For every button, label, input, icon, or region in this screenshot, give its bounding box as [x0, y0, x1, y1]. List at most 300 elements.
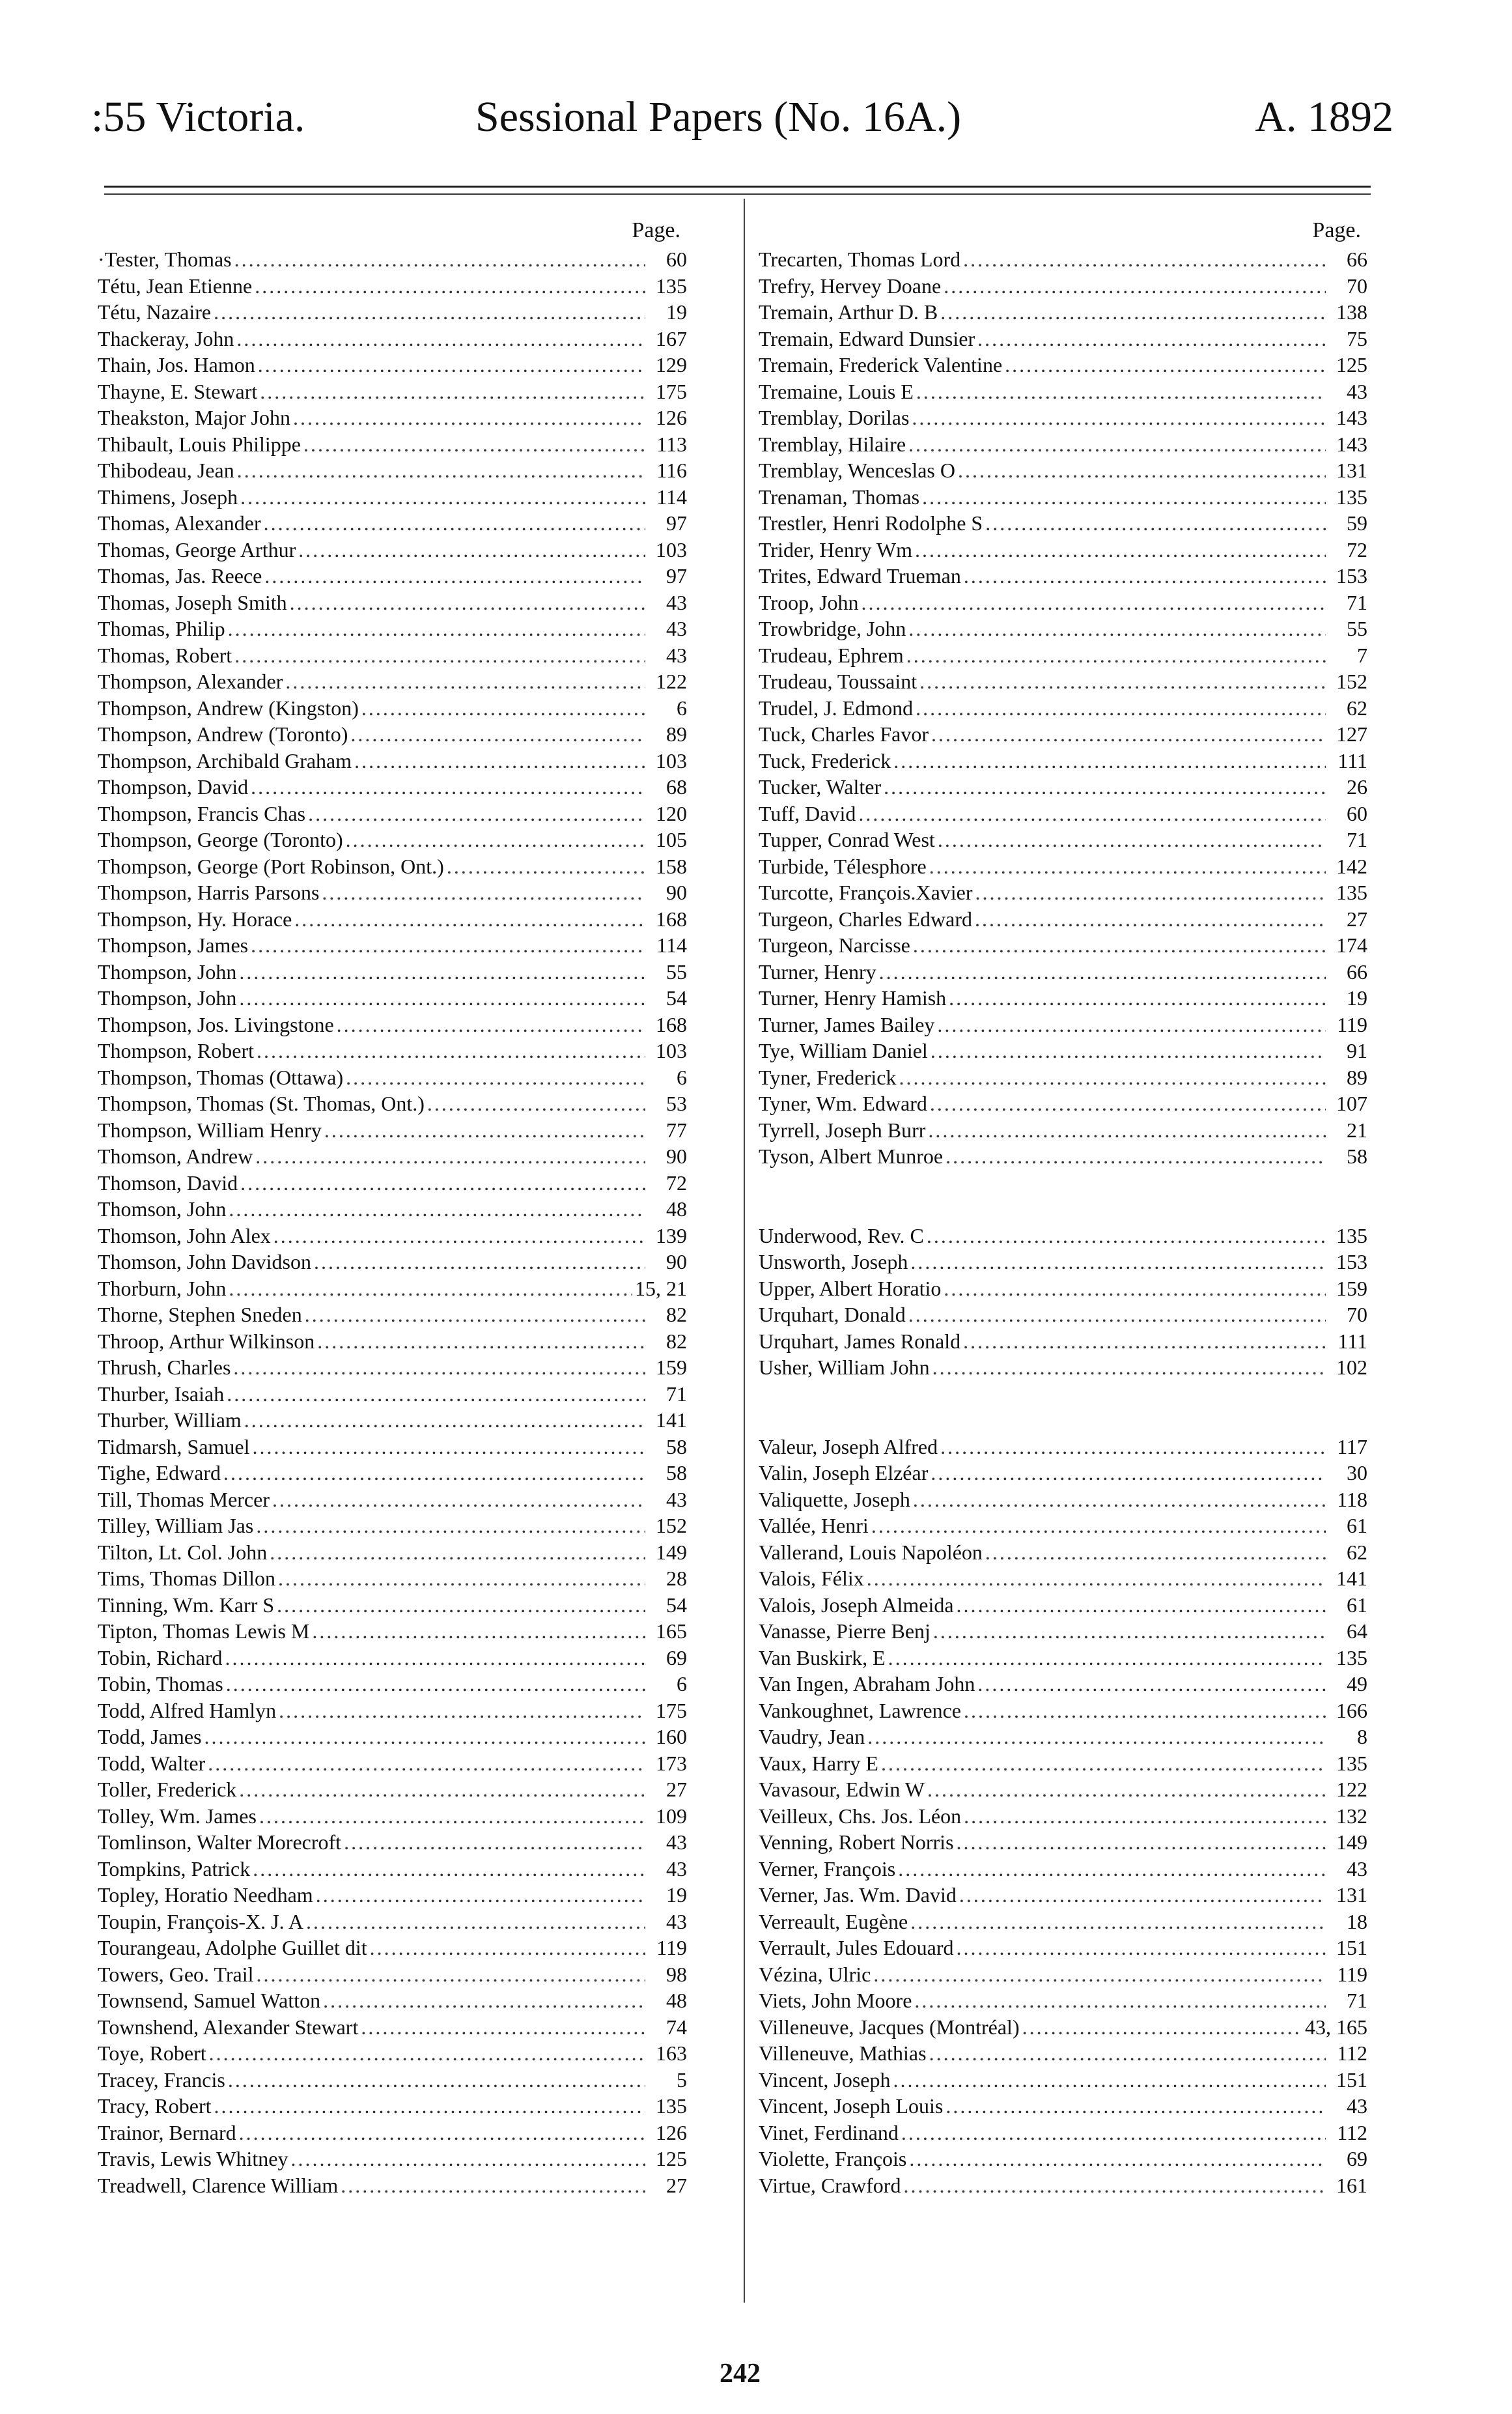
entry-page: 43: [666, 1856, 687, 1881]
dot-leader: [255, 273, 645, 300]
dot-leader: [930, 1090, 1326, 1117]
index-entry: [98, 668, 687, 695]
entry-page: 159: [1336, 1276, 1367, 1300]
dot-leader: [919, 668, 1326, 695]
entry-page: 48: [666, 1989, 687, 2012]
dot-leader: [209, 2040, 645, 2067]
dot-leader: [893, 748, 1326, 774]
entry-name: Upper, Albert Horatio: [759, 1276, 942, 1300]
entry-page: 149: [656, 1540, 687, 1564]
dot-leader: [293, 405, 645, 431]
index-entry: [98, 1486, 687, 1513]
entry-page: 74: [666, 2015, 687, 2039]
entry-page: 19: [666, 1883, 687, 1907]
dot-leader: [244, 1407, 645, 1434]
entry-page: 116: [656, 459, 687, 482]
index-entry: [98, 695, 687, 722]
entry-name: Tilley, William Jas: [98, 1514, 254, 1537]
entry-page: 6: [677, 1065, 687, 1089]
index-entry: [759, 2120, 1367, 2146]
index-entry: [759, 1803, 1367, 1830]
index-entry: [98, 1196, 687, 1223]
dot-leader: [290, 2146, 645, 2172]
entry-page: 173: [656, 1751, 687, 1775]
entry-name: Thompson, Archibald Graham: [98, 748, 352, 773]
dot-leader: [370, 1935, 645, 1961]
entry-name: Verrault, Jules Edouard: [759, 1936, 954, 1959]
index-entry: [98, 1803, 687, 1830]
dot-leader: [208, 1750, 645, 1777]
dot-leader: [944, 1275, 1326, 1302]
dot-leader: [228, 2067, 645, 2094]
index-entry: [98, 1882, 687, 1909]
index-entry: [759, 932, 1367, 959]
index-entry: [98, 1143, 687, 1170]
entry-name: Tighe, Edward: [98, 1461, 221, 1484]
entry-page: 72: [1347, 537, 1367, 561]
entry-page: 160: [656, 1725, 687, 1748]
dot-leader: [361, 695, 645, 722]
entry-page: 90: [666, 1144, 687, 1168]
entry-page: 97: [666, 564, 687, 588]
entry-name: Tyner, Frederick: [759, 1065, 897, 1089]
dot-leader: [977, 326, 1326, 352]
dot-leader: [975, 906, 1326, 933]
entry-page: 62: [1347, 1540, 1367, 1564]
entry-name: ·Tester, Thomas: [98, 248, 232, 271]
entry-name: Townsend, Samuel Watton: [98, 1989, 321, 2012]
index-entry: [98, 299, 687, 326]
entry-page: 19: [1347, 986, 1367, 1010]
index-entry: [759, 748, 1367, 774]
entry-name: Valin, Joseph Elzéar: [759, 1461, 929, 1484]
index-entry: [759, 1460, 1367, 1486]
index-entry: [759, 589, 1367, 616]
header-rule-bottom: [104, 193, 1371, 195]
index-entry: [98, 1301, 687, 1328]
dot-leader: [927, 1223, 1326, 1249]
index-entry: [759, 1776, 1367, 1803]
entry-page: 19: [666, 300, 687, 324]
entry-name: Thompson, Alexander: [98, 670, 283, 693]
dot-leader: [341, 2172, 645, 2199]
dot-leader: [322, 879, 645, 906]
entry-page: 125: [656, 2147, 687, 2170]
entry-name: Thackeray, John: [98, 326, 234, 350]
entry-name: Thompson, James: [98, 933, 249, 957]
index-entry: [759, 695, 1367, 722]
entry-name: Thomas, Robert: [98, 643, 232, 667]
dot-leader: [305, 1301, 645, 1328]
dot-leader: [913, 932, 1326, 959]
entry-page: 122: [1336, 1778, 1367, 1801]
dot-leader: [312, 1618, 645, 1645]
entry-page: 70: [1347, 1303, 1367, 1326]
dot-leader: [931, 1460, 1326, 1486]
entry-page: 135: [1336, 485, 1367, 509]
index-entry: [759, 959, 1367, 986]
index-entry: [759, 906, 1367, 933]
entry-page: 60: [666, 248, 687, 271]
index-entry: [759, 299, 1367, 326]
index-entry: [759, 1697, 1367, 1724]
index-entry: [759, 616, 1367, 642]
group-gap: [759, 1381, 1367, 1434]
index-entry: [98, 1512, 687, 1539]
dot-leader: [264, 510, 645, 537]
index-entry: [98, 616, 687, 642]
entry-name: Unsworth, Joseph: [759, 1250, 908, 1273]
entry-page: 91: [1347, 1039, 1367, 1062]
dot-leader: [323, 1987, 645, 2014]
index-entry: [759, 668, 1367, 695]
entry-name: Tremaine, Louis E: [759, 379, 914, 403]
entry-name: Urquhart, James Ronald: [759, 1329, 961, 1353]
index-entry: [98, 1434, 687, 1460]
dot-leader: [285, 668, 645, 695]
index-entry: [759, 1301, 1367, 1328]
entry-name: Thompson, George (Port Robinson, Ont.): [98, 854, 444, 878]
entry-page: 30: [1347, 1461, 1367, 1484]
entry-page: 174: [1336, 933, 1367, 957]
entry-name: Thompson, Andrew (Toronto): [98, 722, 348, 746]
dot-leader: [888, 1645, 1326, 1671]
entry-page: 43: [666, 1487, 687, 1511]
index-entry: [98, 2014, 687, 2041]
entry-name: Underwood, Rev. C: [759, 1223, 924, 1247]
dot-leader: [937, 1012, 1326, 1038]
entry-name: Trecarten, Thomas Lord: [759, 248, 961, 271]
dot-leader: [964, 1803, 1326, 1830]
entry-page: 61: [1347, 1514, 1367, 1537]
index-entry: [759, 1909, 1367, 1935]
entry-name: Thompson, Thomas (Ottawa): [98, 1065, 344, 1089]
page-number: 242: [720, 2359, 761, 2389]
dot-leader: [259, 1803, 645, 1830]
entry-page: 77: [666, 1118, 687, 1142]
entry-page: 167: [656, 326, 687, 350]
index-entry: [98, 642, 687, 669]
entry-page: 166: [1336, 1698, 1367, 1722]
dot-leader: [236, 326, 645, 352]
entry-page: 66: [1347, 248, 1367, 271]
dot-leader: [922, 484, 1326, 511]
entry-page: 151: [1336, 2067, 1367, 2092]
entry-name: Trenaman, Thomas: [759, 485, 920, 509]
index-entry: [98, 1012, 687, 1038]
entry-name: Thimens, Joseph: [98, 485, 238, 509]
entry-page: 48: [666, 1197, 687, 1221]
entry-page: 54: [666, 1593, 687, 1617]
dot-leader: [916, 378, 1326, 405]
entry-page: 69: [666, 1645, 687, 1669]
index-entry: [98, 1170, 687, 1197]
index-entry: [98, 326, 687, 352]
entry-name: Turner, Henry: [759, 959, 876, 984]
entry-page: 28: [666, 1567, 687, 1590]
index-entry: [98, 906, 687, 933]
index-entry: [98, 537, 687, 563]
entry-name: Tipton, Thomas Lewis M: [98, 1619, 310, 1643]
dot-leader: [858, 801, 1326, 827]
entry-page: 43: [666, 617, 687, 640]
entry-name: Vallerand, Louis Napoléon: [759, 1540, 983, 1564]
entry-page: 82: [666, 1329, 687, 1353]
entry-page: 161: [1336, 2173, 1367, 2197]
entry-name: Thibodeau, Jean: [98, 459, 234, 482]
dot-leader: [945, 2093, 1326, 2120]
entry-name: Thorne, Stephen Sneden: [98, 1303, 302, 1326]
entry-name: Viets, John Moore: [759, 1989, 912, 2012]
dot-leader: [985, 510, 1326, 537]
index-entry: [98, 721, 687, 748]
dot-leader: [949, 985, 1326, 1012]
entry-page: 43: [1347, 2094, 1367, 2118]
entry-group-v: [759, 1434, 1367, 2199]
entry-page: 135: [1336, 881, 1367, 904]
dot-leader: [940, 299, 1326, 326]
entry-name: Tinning, Wm. Karr S: [98, 1593, 275, 1617]
entry-name: Todd, Walter: [98, 1751, 206, 1775]
dot-leader: [314, 1249, 645, 1275]
index-entry: [759, 1724, 1367, 1750]
entry-name: Tolley, Wm. James: [98, 1804, 257, 1828]
index-entry: [98, 879, 687, 906]
dot-leader: [909, 2146, 1326, 2172]
dot-leader: [260, 378, 645, 405]
entry-page: 90: [666, 1250, 687, 1273]
index-entry: [759, 1038, 1367, 1064]
index-entry: [98, 405, 687, 431]
entry-name: Theakston, Major John: [98, 406, 290, 429]
dot-leader: [223, 1460, 645, 1486]
index-entry: [759, 484, 1367, 511]
index-entry: [98, 1407, 687, 1434]
entry-name: Vincent, Joseph Louis: [759, 2094, 944, 2118]
entry-name: Thomas, Joseph Smith: [98, 590, 287, 614]
index-column-left: [98, 215, 687, 2198]
entry-page: 6: [677, 1672, 687, 1696]
entry-page: 103: [656, 748, 687, 773]
entry-name: Travis, Lewis Whitney: [98, 2147, 288, 2170]
dot-leader: [879, 959, 1326, 986]
entry-name: Thompson, Andrew (Kingston): [98, 696, 359, 720]
dot-leader: [253, 1434, 646, 1460]
entry-name: Trudel, J. Edmond: [759, 696, 914, 720]
entry-name: Tye, William Daniel: [759, 1039, 928, 1062]
entry-name: Thomson, John Davidson: [98, 1250, 311, 1273]
dot-leader: [277, 1592, 645, 1619]
entry-page: 103: [656, 537, 687, 561]
index-entry: [759, 2093, 1367, 2120]
index-entry: [759, 1829, 1367, 1856]
index-entry: [98, 1909, 687, 1935]
index-entry: [759, 1961, 1367, 1988]
index-entry: [759, 1856, 1367, 1882]
index-entry: [98, 748, 687, 774]
entry-page: 131: [1336, 459, 1367, 482]
index-entry: [98, 457, 687, 484]
dot-leader: [229, 1275, 632, 1302]
entry-name: Turner, Henry Hamish: [759, 986, 947, 1010]
entry-page: 135: [656, 2094, 687, 2118]
entry-page: 5: [677, 2067, 687, 2092]
entry-page: 75: [1347, 326, 1367, 350]
entry-name: Tétu, Nazaire: [98, 300, 212, 324]
entry-name: Thorburn, John: [98, 1276, 227, 1300]
index-entry: [759, 1143, 1367, 1170]
entry-name: Trudeau, Ephrem: [759, 643, 904, 667]
entry-name: Thompson, David: [98, 775, 249, 799]
index-entry: [759, 1090, 1367, 1117]
dot-leader: [239, 959, 645, 986]
dot-leader: [1005, 352, 1326, 378]
index-entry: [759, 2146, 1367, 2172]
entry-name: Thompson, John: [98, 986, 237, 1010]
index-entry: [98, 1117, 687, 1144]
dot-leader: [344, 1829, 645, 1856]
dot-leader: [361, 2014, 645, 2041]
index-entry: [98, 1776, 687, 1803]
header-year: A. 1892: [1255, 93, 1393, 141]
index-entry: [98, 1038, 687, 1064]
entry-page: 98: [666, 1962, 687, 1986]
dot-leader: [346, 1064, 645, 1091]
dot-leader: [957, 1829, 1326, 1856]
dot-leader: [264, 563, 645, 589]
entry-name: Throop, Arthur Wilkinson: [98, 1329, 315, 1353]
entry-name: Tyrrell, Joseph Burr: [759, 1118, 926, 1142]
entry-page: 175: [656, 1698, 687, 1722]
entry-page: 142: [1336, 854, 1367, 878]
entry-name: Tourangeau, Adolphe Guillet dit: [98, 1936, 367, 1959]
entry-name: Usher, William John: [759, 1356, 930, 1379]
entry-name: Tuff, David: [759, 801, 856, 825]
dot-leader: [239, 985, 645, 1012]
entry-name: Townshend, Alexander Stewart: [98, 2015, 359, 2039]
entry-name: Tremain, Edward Dunsier: [759, 326, 975, 350]
entry-name: Tremain, Arthur D. B: [759, 300, 938, 324]
index-entry: [759, 1328, 1367, 1355]
index-entry: [98, 1724, 687, 1750]
column-divider: [744, 199, 745, 2303]
entry-name: Turner, James Bailey: [759, 1012, 935, 1036]
entry-page: 43: [666, 1909, 687, 1933]
dot-leader: [251, 932, 645, 959]
entry-page: 109: [656, 1804, 687, 1828]
dot-leader: [228, 616, 645, 642]
entry-name: Thomas, Alexander: [98, 511, 261, 535]
index-entry: [759, 2040, 1367, 2067]
entry-page: 153: [1336, 564, 1367, 588]
entry-name: Troop, John: [759, 590, 859, 614]
entry-group-t: [759, 246, 1367, 1170]
dot-leader: [317, 1328, 645, 1355]
entry-page: 111: [1337, 1329, 1367, 1353]
dot-leader: [906, 642, 1326, 669]
index-entry: [98, 1829, 687, 1856]
dot-leader: [910, 1909, 1326, 1935]
entry-name: Towers, Geo. Trail: [98, 1962, 254, 1986]
dot-leader: [308, 801, 645, 827]
dot-leader: [956, 1935, 1326, 1961]
entry-name: Violette, François: [759, 2147, 907, 2170]
entry-name: Thompson, Thomas (St. Thomas, Ont.): [98, 1092, 425, 1115]
index-entry: [759, 879, 1367, 906]
entry-page: 131: [1336, 1883, 1367, 1907]
entry-page: 127: [1336, 722, 1367, 746]
entry-name: Thomson, Andrew: [98, 1144, 253, 1168]
entry-name: Tompkins, Patrick: [98, 1856, 251, 1881]
index-entry: [759, 1987, 1367, 2014]
entry-page: 71: [1347, 828, 1367, 851]
dot-leader: [279, 1697, 645, 1724]
index-entry: [98, 1381, 687, 1408]
index-entry: [759, 1354, 1367, 1381]
entry-page: 27: [666, 1778, 687, 1801]
dot-leader: [354, 748, 645, 774]
dot-leader: [931, 1038, 1326, 1064]
entry-name: Virtue, Crawford: [759, 2173, 901, 2197]
index-entry: [759, 246, 1367, 273]
entry-page: 71: [1347, 590, 1367, 614]
dot-leader: [959, 1882, 1326, 1909]
dot-leader: [915, 537, 1326, 563]
index-entry: [98, 2146, 687, 2172]
entry-name: Valois, Félix: [759, 1567, 864, 1590]
index-entry: [98, 1856, 687, 1882]
entry-page: 68: [666, 775, 687, 799]
entry-page: 27: [666, 2173, 687, 2197]
index-entry: [98, 1539, 687, 1566]
entry-page: 26: [1347, 775, 1367, 799]
index-entry: [759, 1750, 1367, 1777]
entry-page: 118: [1337, 1487, 1367, 1511]
entry-name: Thomson, David: [98, 1171, 238, 1195]
index-entry: [759, 1512, 1367, 1539]
dot-leader: [871, 1512, 1326, 1539]
index-entry: [759, 801, 1367, 827]
entry-name: Trudeau, Toussaint: [759, 670, 917, 693]
entry-name: Tremblay, Wenceslas O: [759, 459, 955, 482]
entry-page: 58: [666, 1461, 687, 1484]
index-entry: [759, 1539, 1367, 1566]
dot-leader: [324, 1117, 645, 1144]
entry-name: Tyner, Wm. Edward: [759, 1092, 927, 1115]
dot-leader: [237, 457, 645, 484]
entry-name: Vinet, Ferdinand: [759, 2120, 899, 2144]
dot-leader: [229, 1196, 645, 1223]
dot-leader: [884, 774, 1326, 801]
entry-page: 49: [1347, 1672, 1367, 1696]
entry-name: Toye, Robert: [98, 2041, 206, 2065]
index-entry: [98, 1328, 687, 1355]
dot-leader: [912, 405, 1326, 431]
index-entry: [759, 1223, 1367, 1249]
group-gap: [759, 1170, 1367, 1223]
entry-name: Vanasse, Pierre Benj: [759, 1619, 931, 1643]
index-entry: [98, 985, 687, 1012]
entry-name: Vallée, Henri: [759, 1514, 869, 1537]
entry-page: 43: [1347, 379, 1367, 403]
index-entry: [759, 431, 1367, 458]
entry-name: Todd, Alfred Hamlyn: [98, 1698, 277, 1722]
entry-name: Tremblay, Hilaire: [759, 432, 906, 456]
entry-page: 126: [656, 2120, 687, 2144]
entry-page: 7: [1357, 643, 1367, 667]
entry-name: Toupin, François-X. J. A: [98, 1909, 303, 1933]
dot-leader: [240, 1170, 645, 1197]
